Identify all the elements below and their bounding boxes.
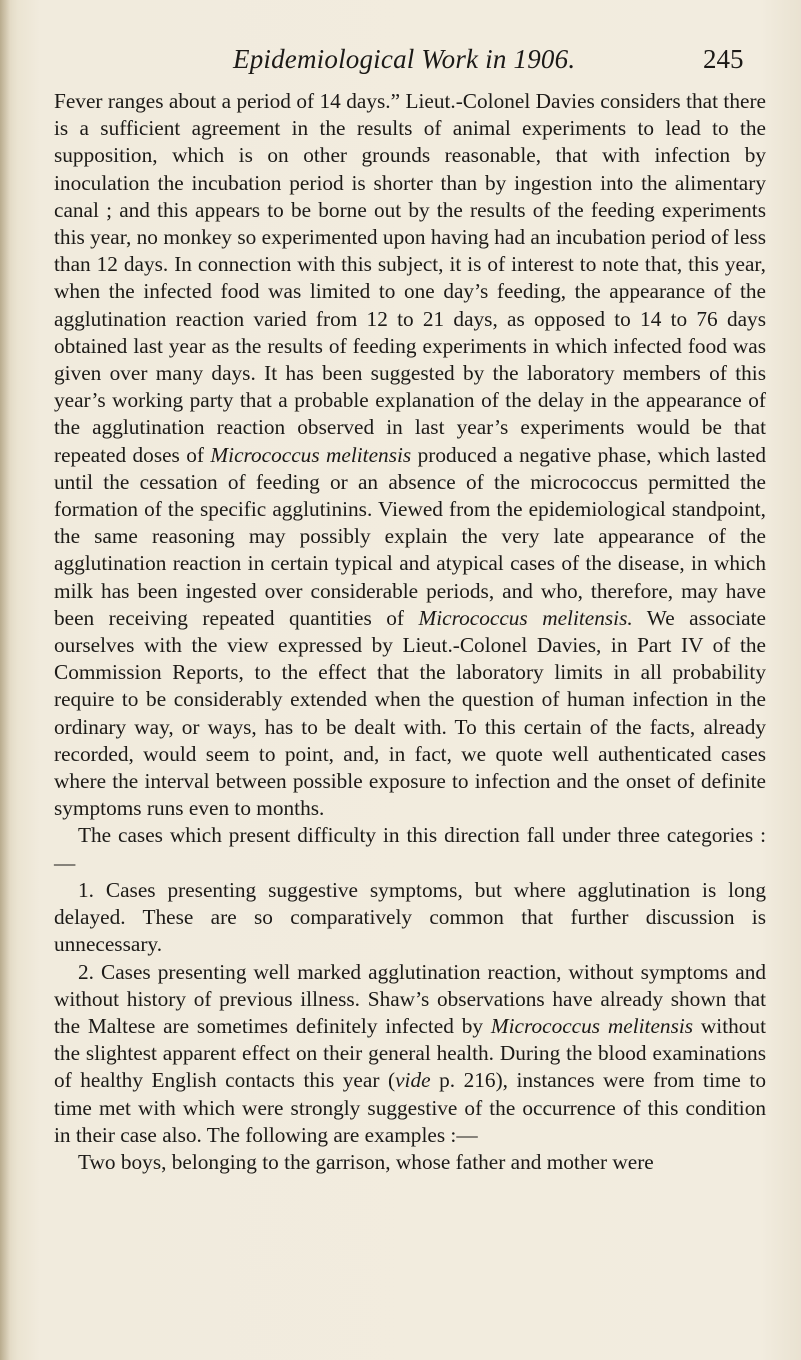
page-spine-shadow [0, 0, 10, 1360]
running-head: Epidemiological Work in 1906. [233, 44, 576, 74]
vide-reference: vide [395, 1068, 431, 1093]
paragraph-categories-intro: The cases which present difficulty in this direction fall under three categories :— [54, 823, 766, 875]
species-name: Micrococcus melitensis. [418, 605, 633, 630]
species-name: Micrococcus melitensis [210, 442, 412, 467]
paragraph-fever-ranges: Fever ranges about a period of 14 days.” Lieut.-Colonel Davies considers that there is a sufficient agreement in the results of animal experiments to lead to the supposition, which is on other grounds reasonable, that with infection by inoculation the incubation period is shorter than by ingestion into the alimentary canal ; and this appears to be borne out by the results of the feeding experiments this year, no monkey so experimented upon having had an incubation period of less than 12 days. In connection with this subject, it is of interest to note that, this year, when the infected food was limited to one day’s feeding, the appearance of the agglutination reaction varied from 12 to 21 days, as opposed to 14 to 76 days obtained last year as the results of feeding experiments in which infected food was given over many days. It has been suggested by the laboratory members of this year’s working party that a probable explanation of the delay in the appearance of the agglutination reaction observed in last year’s experiments would be that repeated doses of Micrococcus melitensis produced a negative phase, which lasted until the cessation of feeding or an absence of the micrococcus permitted the formation of the specific agglutinins. Viewed from the epidemiological standpoint, the same reasoning may possibly explain the very late appearance of the agglutination reaction in certain typical and atypical cases of the disease, in which milk has been ingested over considerable periods, and who, therefore, may have been receiving repeated quantities of Micrococcus melitensis. We associate ourselves with the view expressed by Lieut.-Colonel Davies, in Part IV of the Commission Reports, to the effect that the laboratory limits in all probability require to be considerably extended when the question of human infection in the ordinary way, or ways, has to be dealt with. To this certain of the facts, already recorded, would seem to point, and, in fact, we quote well authenticated cases where the interval between possible exposure to infection and the onset of definite symptoms runs even to months. [54, 89, 767, 821]
page-header [0, 0, 801, 84]
page-number: 245 [703, 44, 744, 74]
paragraph-two-boys: Two boys, belonging to the garrison, whose father and mother were [78, 1149, 654, 1174]
paragraph-category-2: 2. Cases presenting well marked agglutination reaction, without symptoms and without history of previous illness. Shaw’s observations have already shown that the Maltese are sometimes definitely infected by Micrococcus melitensis without the slightest apparent effect on their general health. During the blood examinations of healthy English contacts this year (vide p. 216), instances were from time to time met with which were strongly suggestive of the occurrence of this condition in their case also. The following are examples :— [54, 959, 766, 1147]
paragraph-category-1: 1. Cases presenting suggestive symptoms, but where agglutination is long delayed. These are so comparatively common that further discussion is unnecessary. [54, 877, 766, 957]
species-name: Micrococcus melitensis [490, 1013, 694, 1038]
body-text [54, 88, 766, 1176]
